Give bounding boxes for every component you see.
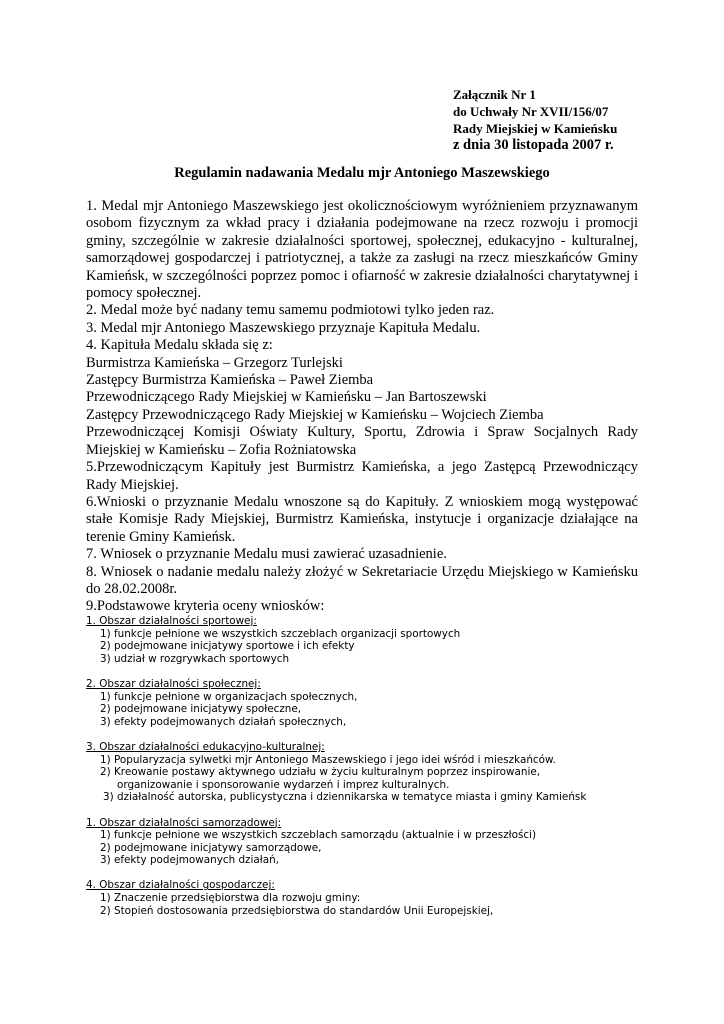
- resolution-date: z dnia 30 listopada 2007 r.: [453, 137, 614, 153]
- document-title: Regulamin nadawania Medalu mjr Antoniego Maszewskiego: [174, 165, 550, 181]
- list-item: 1) Znaczenie przedsiębiorstwa dla rozwoju gminy:: [100, 892, 361, 905]
- chapter-member-5: Przewodniczącej Komisji Oświaty Kultury, Sportu, Zdrowia i Spraw Socjalnych Rady Miejskiej w Kamieńsku – Zofia Rożniatowska: [86, 424, 638, 458]
- list-item: 1) funkcje pełnione we wszystkich szczeblach organizacji sportowych: [100, 627, 461, 640]
- list-item: 3) działalność autorska, publicystyczna i dziennikarska w tematyce miasta i gminy Kamieńsk: [103, 791, 587, 804]
- paragraph-9: 9.Podstawowe kryteria oceny wniosków:: [86, 598, 325, 615]
- paragraph-4: 4. Kapituła Medalu składa się z:: [86, 337, 273, 354]
- list-item: 3) efekty podejmowanych działań,: [100, 854, 279, 867]
- paragraph-1: 1. Medal mjr Antoniego Maszewskiego jest okolicznościowym wyróżnieniem przyznawanym osobom fizycznym za wkład pracy i działania podejmowane na rzecz rozwoju i promocji gminy, szczególnie w zakresie działalności sportowej, społecznej, edukacyjno - kulturalnej, samorządowej gospodarczej i patriotycznej, a także za zasługi na rzecz mieszkańców Gminy Kamieńsk, w szczególności poprzez pomoc i ofiarność w zakresie działalności charytatywnej i pomocy społecznej.: [86, 198, 638, 302]
- paragraph-6: 6.Wnioski o przyznanie Medalu wnoszone są do Kapituły. Z wnioskiem mogą występować stałe Komisje Rady Miejskiej, Burmistrz Kamieńska, instytucje i organizacje działające na terenie Gminy Kamieńsk.: [86, 493, 638, 545]
- criteria-section-economic: [86, 879, 646, 917]
- chapter-member-3: Przewodniczącego Rady Miejskiej w Kamieńsku – Jan Bartoszewski: [86, 389, 487, 406]
- criteria-section-social: [86, 678, 646, 728]
- list-item: 1) funkcje pełnione we wszystkich szczeblach samorządu (aktualnie i w przeszłości): [100, 829, 537, 842]
- list-item: 1) Popularyzacja sylwetki mjr Antoniego Maszewskiego i jego idei wśród i mieszkańców.: [100, 753, 556, 766]
- list-item: 2) podejmowane inicjatywy sportowe i ich efekty: [100, 640, 355, 653]
- section-heading: 1. Obszar działalności sportowej:: [86, 615, 257, 627]
- list-item: 2) podejmowane inicjatywy społeczne,: [100, 703, 302, 716]
- paragraph-5: 5.Przewodniczącym Kapituły jest Burmistrz Kamieńska, a jego Zastępcą Przewodniczący Rady Miejskiej.: [86, 459, 638, 493]
- list-item: 2) Kreowanie postawy aktywnego udziału w życiu kulturalnym poprzez inspirowanie,: [100, 766, 541, 779]
- list-item: 3) efekty podejmowanych działań społecznych,: [100, 715, 347, 728]
- paragraph-8: 8. Wniosek o nadanie medalu należy złożyć w Sekretariacie Urzędu Miejskiego w Kamieńsku do 28.02.2008r.: [86, 563, 638, 597]
- paragraph-2: 2. Medal może być nadany temu samemu podmiotowi tylko jeden raz.: [86, 302, 495, 319]
- section-heading: 3. Obszar działalności edukacyjno-kulturalnej:: [86, 740, 325, 753]
- chapter-member-1: Burmistrza Kamieńska – Grzegorz Turlejski: [86, 354, 343, 371]
- criteria-list: [86, 615, 646, 930]
- chapter-member-2: Zastępcy Burmistrza Kamieńska – Paweł Ziemba: [86, 372, 374, 389]
- criteria-section-self-government: [86, 817, 646, 867]
- attachment-number: Załącznik Nr 1: [453, 87, 536, 102]
- attachment-header: [453, 86, 713, 154]
- list-item-continuation: organizowanie i sponsorowanie wydarzeń i imprez kulturalnych.: [117, 778, 450, 791]
- list-item: 2) podejmowane inicjatywy samorządowe,: [100, 841, 322, 854]
- list-item: 1) funkcje pełnione w organizacjach społecznych,: [100, 690, 358, 703]
- list-item: 3) udział w rozgrywkach sportowych: [100, 652, 290, 665]
- resolution-number: do Uchwały Nr XVII/156/07: [453, 104, 609, 119]
- paragraph-3: 3. Medal mjr Antoniego Maszewskiego przyznaje Kapituła Medalu.: [86, 319, 481, 336]
- section-heading: 1. Obszar działalności samorządowej:: [86, 816, 282, 829]
- chapter-member-4: Zastępcy Przewodniczącego Rady Miejskiej w Kamieńsku – Wojciech Ziemba: [86, 406, 544, 423]
- regulation-body: [86, 198, 638, 616]
- paragraph-7: 7. Wniosek o przyznanie Medalu musi zawierać uzasadnienie.: [86, 546, 447, 563]
- council-name: Rady Miejskiej w Kamieńsku: [453, 121, 618, 136]
- section-heading: 4. Obszar działalności gospodarczej:: [86, 879, 275, 892]
- criteria-section-sport: [86, 615, 646, 665]
- section-heading: 2. Obszar działalności społecznej:: [86, 677, 261, 690]
- criteria-section-culture: [86, 741, 646, 804]
- list-item: 2) Stopień dostosowania przedsiębiorstwa do standardów Unii Europejskiej,: [100, 904, 494, 917]
